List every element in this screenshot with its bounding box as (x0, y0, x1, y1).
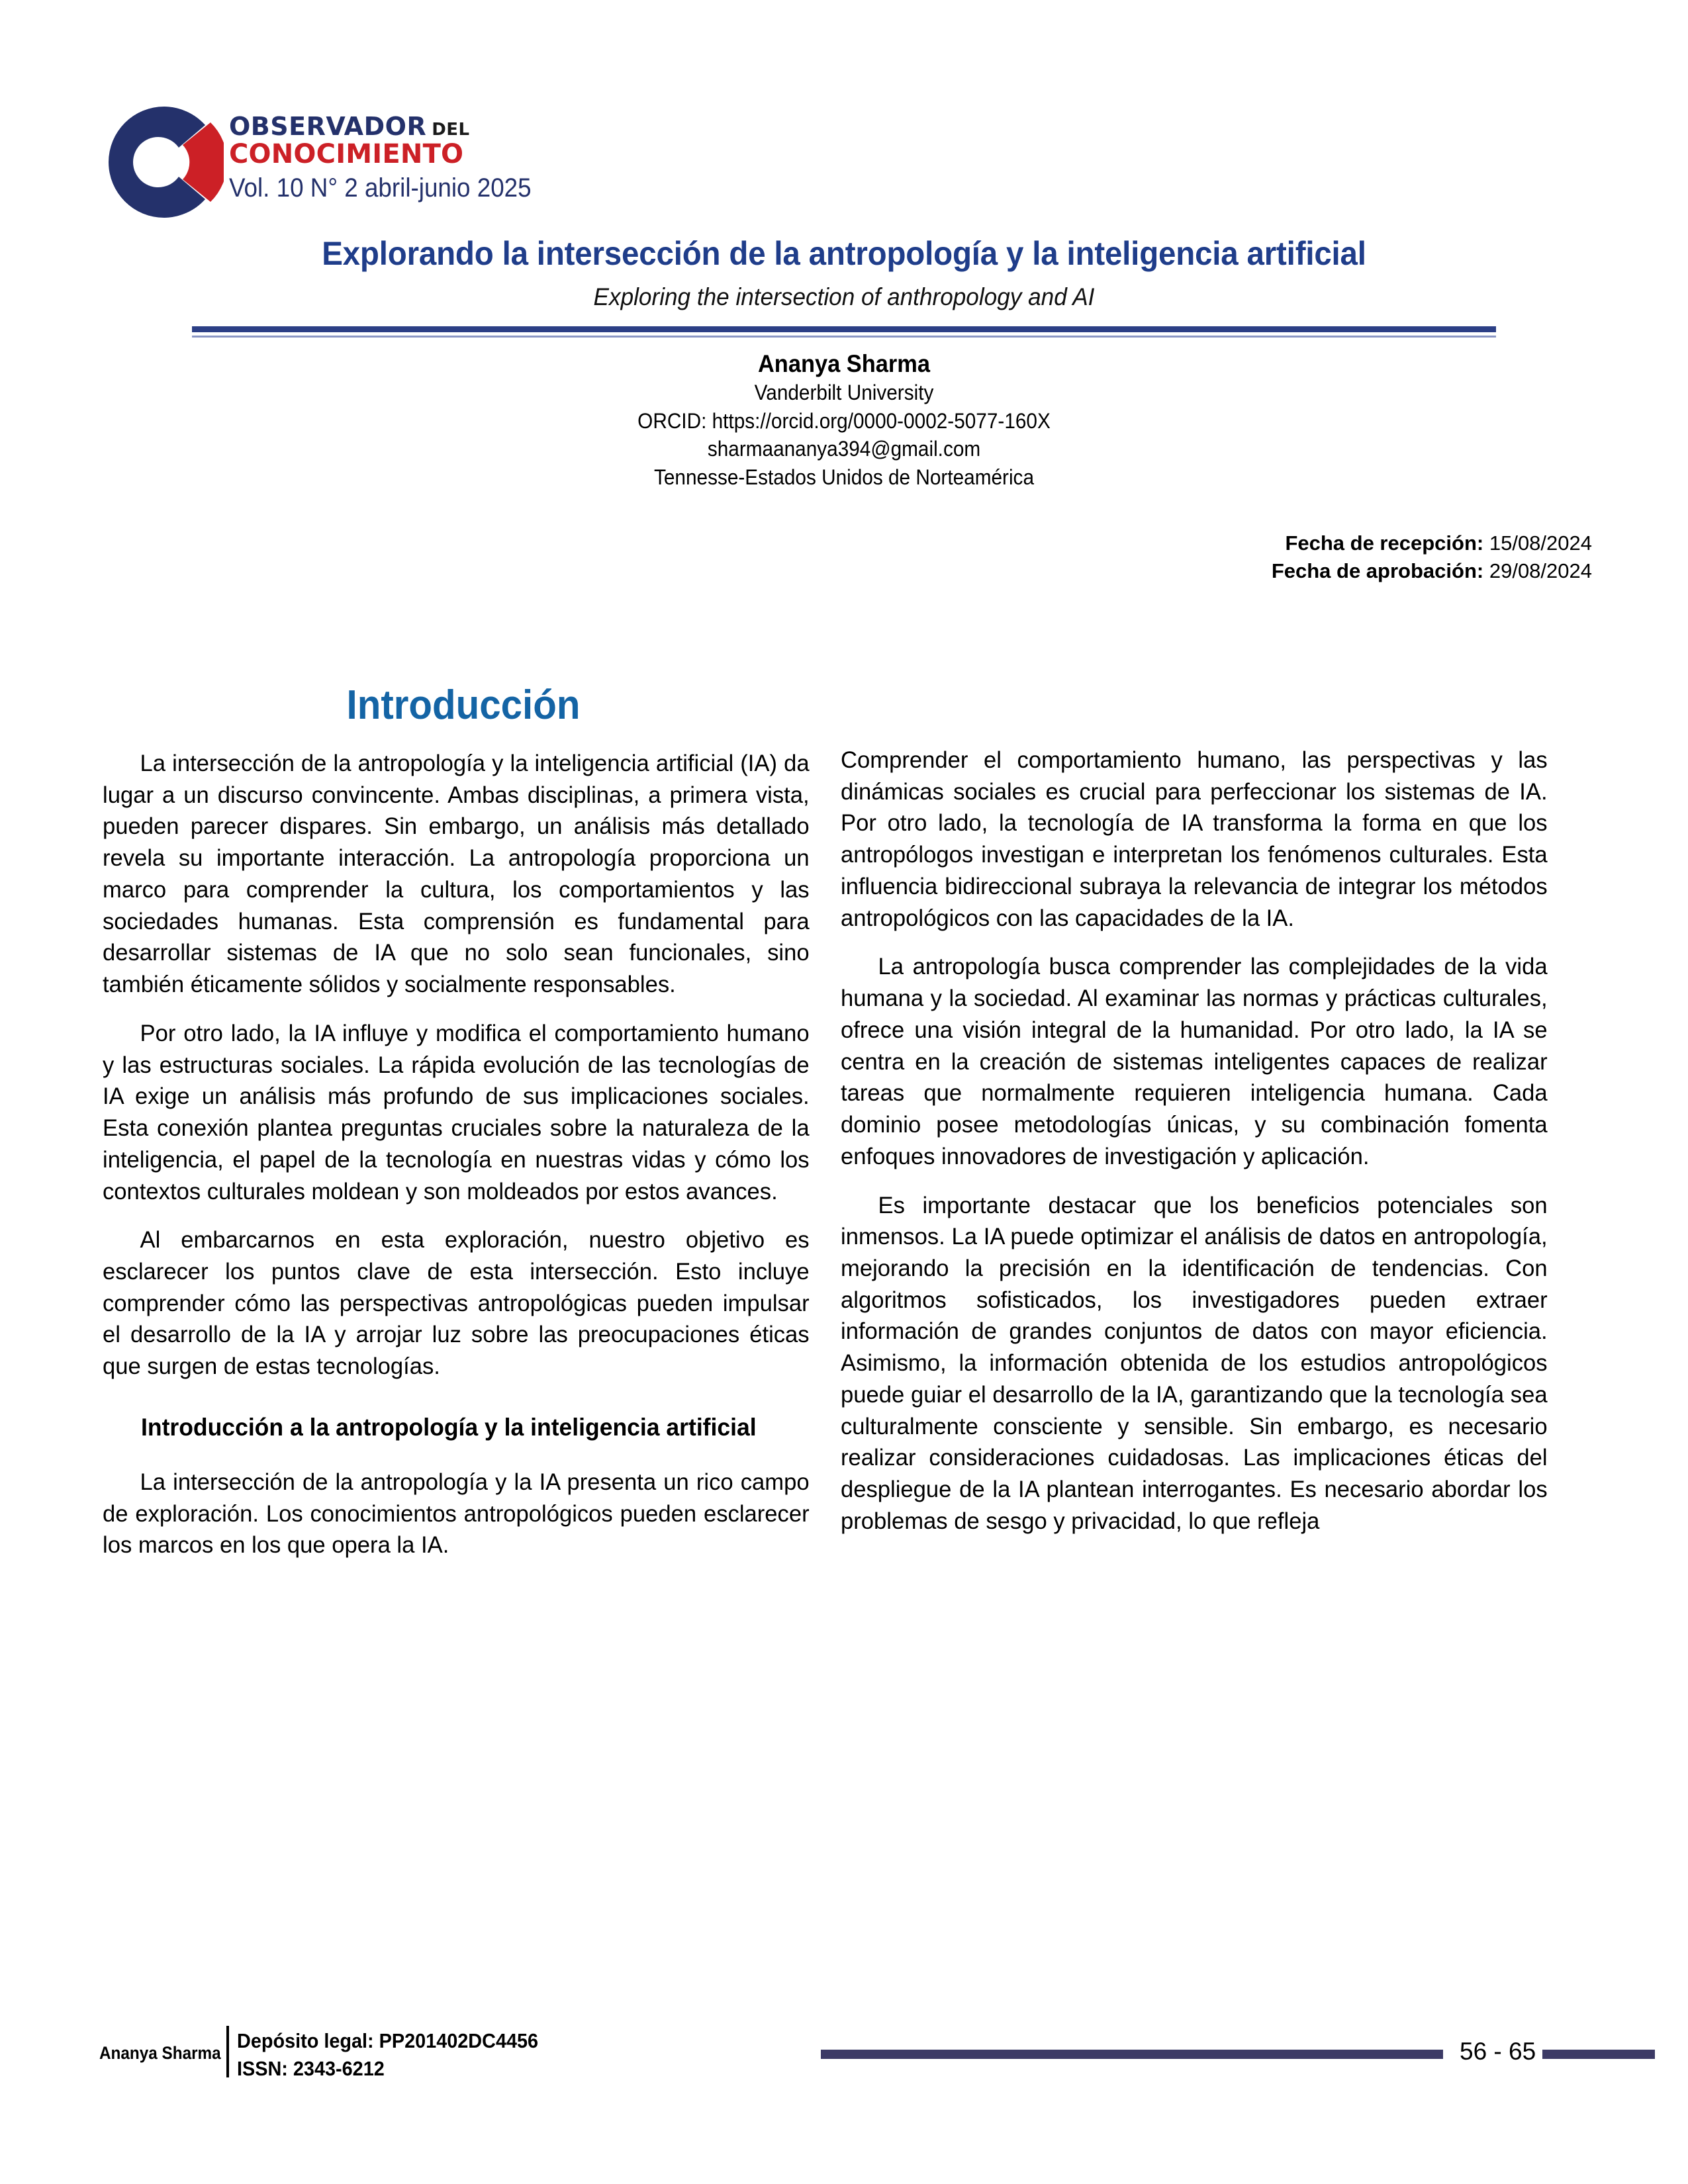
subsection-heading: Introducción a la antropología y la inteligencia artificial (141, 1413, 757, 1441)
footer-divider (226, 2026, 229, 2077)
paragraph: Es importante destacar que los beneficios potenciales son inmensos. La IA puede optimizar el análisis de datos en antropología, mejorando la precisión en la identificación de tendencias. Con algoritmos sofisticados, los investigadores pueden extraer información de grandes conjuntos de datos con mayor eficiencia. Asimismo, la información obtenida de los estudios antropológicos puede guiar el desarrollo de la IA, garantizando que la tecnología sea culturalmente consciente y sensible. Sin embargo, es necesario realizar consideraciones cuidadosas. Las implicaciones éticas del despliegue de la IA plantean interrogantes. Es necesario abordar los problemas de sesgo y privacidad, lo que refleja (841, 1191, 1548, 1534)
paragraph: La antropología busca comprender las complejidades de la vida humana y la sociedad. Al examinar las normas y prácticas culturales, ofrece una visión integral de la humanidad. Por otro lado, la IA se centra en la creación de sistemas inteligentes capaces de realizar tareas que normalmente requieren inteligencia humana. Cada dominio posee metodologías únicas, y su combinación fomenta enfoques innovadores de investigación y aplicación. (841, 953, 1548, 1169)
body-column-left (103, 748, 827, 1578)
title-rule-thick (192, 326, 1496, 332)
journal-wordmark (229, 114, 692, 204)
reception-date-label: Fecha de recepción: (1285, 531, 1484, 555)
body-column-right (841, 745, 1566, 1555)
journal-volume-info: Vol. 10 N° 2 abril-junio 2025 (229, 173, 532, 203)
wordmark-conocimiento: CONOCIMIENTO (229, 139, 464, 169)
approval-date-label: Fecha de aprobación: (1271, 559, 1484, 583)
footer-bar-left (821, 2050, 1443, 2059)
paragraph: La intersección de la antropología y la inteligencia artificial (IA) da lugar a un discurso convincente. Ambas disciplinas, a primera vista, pueden parecer dispares. Sin embargo, un análisis más detallado revela su importante interacción. La antropología proporciona un marco para comprender la cultura, los comportamientos y las sociedades humanas. Esta comprensión es fundamental para desarrollar sistemas de IA que no solo sean funcionales, sino también éticamente sólidos y socialmente responsables. (103, 750, 810, 998)
wordmark-line-observador (229, 114, 692, 139)
footer-page-range: 56 - 65 (1460, 2038, 1536, 2065)
author-name: Ananya Sharma (757, 350, 931, 377)
wordmark-del: DEL (432, 120, 470, 140)
footer-legal-info (237, 2027, 538, 2083)
author-location: Tennesse-Estados Unidos de Norteamérica (653, 465, 1034, 489)
article-subtitle-english: Exploring the intersection of anthropology and AI (593, 283, 1095, 310)
submission-dates (1272, 529, 1592, 585)
footer-issn: ISSN: 2343-6212 (237, 2056, 385, 2080)
paragraph: Comprender el comportamiento humano, las perspectivas y las dinámicas sociales es crucial para perfeccionar los sistemas de IA. Por otro lado, la tecnología de IA transforma la forma en que los antropólogos investigan e interpretan los fenómenos culturales. Esta influencia bidireccional subraya la relevancia de integrar los métodos antropológicos con las capacidades de la IA. (841, 747, 1548, 931)
page-title: Explorando la intersección de la antropología y la inteligencia artificial (322, 235, 1366, 272)
author-orcid[interactable]: ORCID: https://orcid.org/0000-0002-5077-160X (637, 408, 1051, 433)
paragraph: Por otro lado, la IA influye y modifica el comportamiento humano y las estructuras sociales. La rápida evolución de las tecnologías de IA exige un análisis más profundo de sus implicaciones sociales. Esta conexión plantea preguntas cruciales sobre la naturaleza de la inteligencia, el papel de la tecnología en nuestras vidas y cómo los contextos culturales moldean y son moldeados por estos avances. (103, 1019, 810, 1205)
footer-author-name: Ananya Sharma (99, 2043, 221, 2063)
paragraph: Al embarcarnos en esta exploración, nuestro objetivo es esclarecer los puntos clave de esta intersección. Esto incluye comprender cómo las perspectivas antropológicas pueden impulsar el desarrollo de la IA y arrojar luz sobre las preocupaciones éticas que surgen de estas tecnologías. (103, 1226, 810, 1380)
title-rule-thin (192, 336, 1496, 338)
reception-date-row (1272, 529, 1592, 557)
author-affiliation: Vanderbilt University (754, 381, 934, 405)
footer-bar-right (1542, 2050, 1655, 2059)
page-footer (99, 2022, 1589, 2095)
paragraph: La intersección de la antropología y la IA presenta un rico campo de exploración. Los conocimientos antropológicos pueden esclarecer los marcos en los que opera la IA. (103, 1468, 810, 1559)
author-block (192, 349, 1496, 491)
reception-date-value: 15/08/2024 (1489, 531, 1592, 555)
title-block (192, 235, 1496, 312)
wordmark-observador: OBSERVADOR (229, 112, 427, 141)
approval-date-value: 29/08/2024 (1489, 559, 1592, 583)
section-heading-introduccion: Introducción (346, 682, 581, 728)
journal-masthead (99, 99, 695, 232)
footer-deposito-legal: Depósito legal: PP201402DC4456 (237, 2029, 539, 2052)
observador-c-logo-icon (105, 103, 224, 222)
approval-date-row (1272, 557, 1592, 585)
author-email[interactable]: sharmaananya394@gmail.com (707, 437, 981, 461)
